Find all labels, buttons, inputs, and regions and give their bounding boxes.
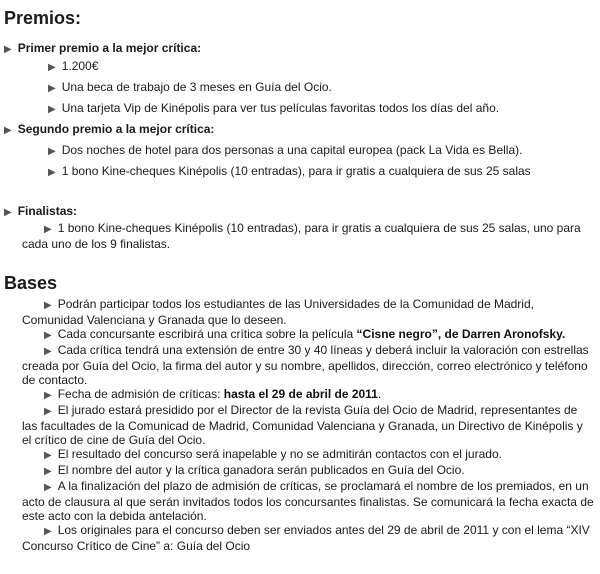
triangle-right-icon: ▶ bbox=[4, 44, 12, 55]
triangle-right-icon: ▶ bbox=[48, 104, 56, 115]
triangle-right-icon: ▶ bbox=[48, 83, 56, 94]
list-item: ▶ Cada crítica tendrá una extensión de entre 30 y 40 líneas y deberá incluir la valoración con estrellas creada por Guía del Ocio, la firma del autor y su nombre, apellidos, dirección, correo electrónico y teléfono de contacto. bbox=[22, 343, 589, 387]
finalists-text: ▶ 1 bono Kine-cheques Kinépolis (10 entradas), para ir gratis a cualquiera de sus 25 salas, uno para cada uno de los 9 finalistas. bbox=[22, 221, 581, 251]
list-item: ▶ 1 bono Kine-cheques Kinépolis (10 entradas), para ir gratis a cualquiera de sus 25 salas bbox=[48, 164, 531, 178]
list-item: ▶ Fecha de admisión de críticas: hasta el 29 de abril de 2011. bbox=[44, 387, 382, 401]
triangle-right-icon: ▶ bbox=[48, 146, 56, 157]
list-item: ▶ El nombre del autor y la crítica ganadora serán publicados en Guía del Ocio. bbox=[44, 463, 465, 477]
triangle-right-icon: ▶ bbox=[44, 300, 52, 311]
list-item: ▶ A la finalización del plazo de admisión de críticas, se proclamará el nombre de los premiados, en un acto de clausura al que serán invitados todos los concursantes finalistas. Se comunicará la fecha exacta de este acto con la debida antelación. bbox=[22, 479, 594, 523]
triangle-right-icon: ▶ bbox=[44, 406, 52, 417]
bases-list bbox=[22, 297, 594, 553]
list-item: ▶ Una beca de trabajo de 3 meses en Guía del Ocio. bbox=[48, 80, 332, 94]
triangle-right-icon: ▶ bbox=[44, 450, 52, 461]
list-item: ▶ El jurado estará presidido por el Director de la revista Guía del Ocio de Madrid, representantes de las facultades de la Comunicad de Madrid, Comunidad Valenciana y Granada, un Directivo de Kinépolis y el crítico de cine de Guía del Ocio. bbox=[22, 403, 583, 447]
triangle-right-icon: ▶ bbox=[44, 330, 52, 341]
triangle-right-icon: ▶ bbox=[44, 224, 52, 235]
triangle-right-icon: ▶ bbox=[44, 482, 52, 493]
premios-heading: Premios: bbox=[4, 8, 82, 28]
triangle-right-icon: ▶ bbox=[48, 167, 56, 178]
triangle-right-icon: ▶ bbox=[4, 125, 12, 136]
triangle-right-icon: ▶ bbox=[4, 207, 12, 218]
finalists-title: ▶ Finalistas: bbox=[4, 204, 78, 218]
list-item: ▶ Podrán participar todos los estudiantes de las Universidades de la Comunidad de Madrid, Comunidad Valenciana y Granada que lo deseen. bbox=[22, 297, 534, 327]
second-prize-title: ▶ Segundo premio a la mejor crítica: bbox=[4, 122, 215, 136]
list-item: ▶ 1.200€ bbox=[48, 59, 99, 73]
list-item: ▶ El resultado del concurso será inapelable y no se admitirán contactos con el jurado. bbox=[44, 447, 502, 461]
list-item: ▶ Los originales para el concurso deben ser enviados antes del 29 de abril de 2011 y con el lema “XIV Concurso Crítico de Cine” a: Guía del Ocio bbox=[22, 523, 590, 553]
triangle-right-icon: ▶ bbox=[44, 390, 52, 401]
list-item: ▶ Cada concursante escribirá una crítica sobre la película “Cisne negro”, de Darren Aronofsky. bbox=[44, 327, 566, 341]
first-prize-title: ▶ Primer premio a la mejor crítica: bbox=[4, 41, 202, 55]
bases-heading: Bases bbox=[4, 273, 58, 293]
triangle-right-icon: ▶ bbox=[48, 62, 56, 73]
list-item: ▶ Una tarjeta Vip de Kinépolis para ver tus películas favoritas todos los días del año. bbox=[48, 101, 500, 115]
triangle-right-icon: ▶ bbox=[44, 466, 52, 477]
list-item: ▶ Dos noches de hotel para dos personas a una capital europea (pack La Vida es Bella). bbox=[48, 143, 523, 157]
triangle-right-icon: ▶ bbox=[44, 346, 52, 357]
triangle-right-icon: ▶ bbox=[44, 526, 52, 537]
